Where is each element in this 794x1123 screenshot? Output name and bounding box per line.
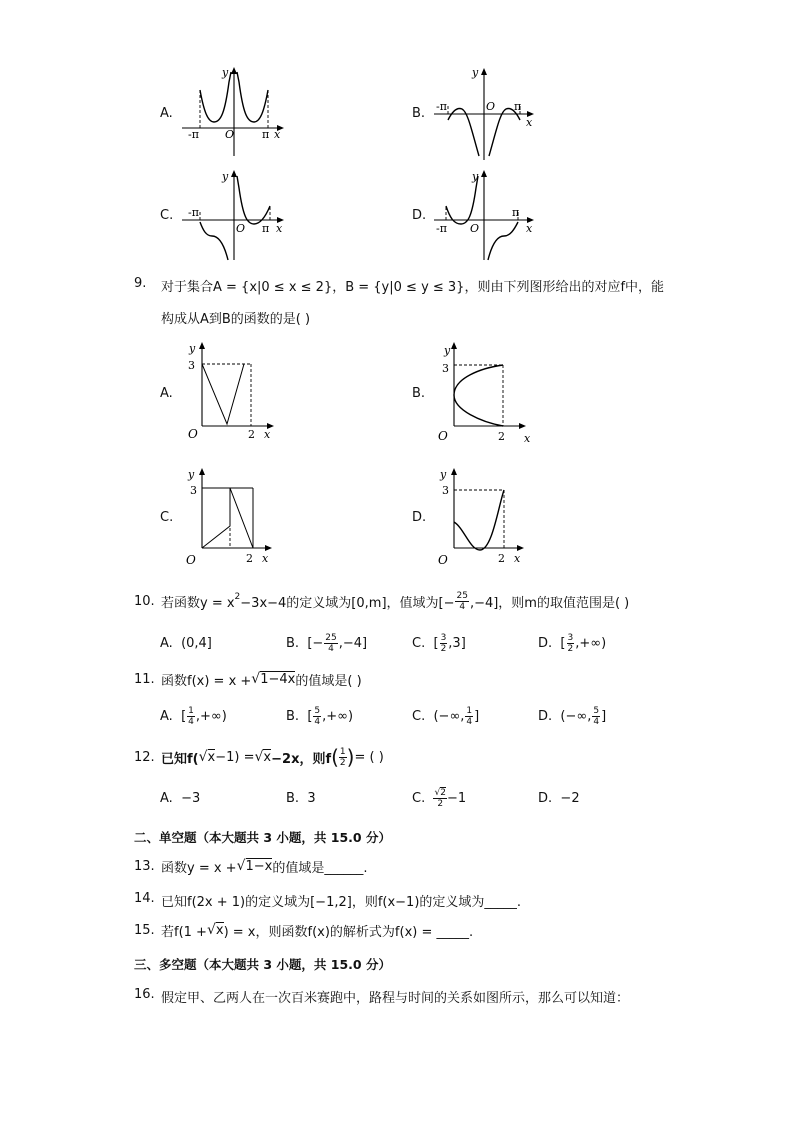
choice-value: ,3]	[448, 635, 466, 651]
spacer	[299, 709, 307, 724]
choice-label: B.	[286, 791, 300, 806]
fraction	[592, 706, 600, 727]
choice-label: A.	[160, 635, 173, 651]
x-axis-arrow	[517, 545, 524, 551]
question-number: 9.	[134, 276, 147, 291]
question-number: 12.	[134, 750, 155, 765]
q8-option-d-label: D.	[412, 208, 427, 223]
radicand: x	[215, 923, 224, 938]
choice-value: ,+∞)	[575, 635, 607, 651]
y-label: y	[440, 468, 447, 481]
origin-label: O	[188, 427, 198, 441]
choice-label: A.	[160, 791, 173, 806]
numerator: 25	[325, 632, 337, 643]
choice-label: C.	[412, 635, 426, 651]
choice[interactable]	[160, 630, 212, 656]
section-heading: 二、单空题（本大题共 3 小题，共 15.0 分）	[134, 830, 391, 845]
sqrt-sign: √	[251, 671, 261, 687]
q9-graph-c	[184, 464, 280, 570]
x-label: x	[514, 552, 521, 565]
fraction	[567, 633, 575, 654]
origin-label: O	[438, 429, 448, 443]
fraction	[187, 706, 195, 727]
pi-label: π	[514, 100, 522, 113]
choice-label: A.	[160, 708, 173, 724]
y-label: y	[472, 170, 479, 183]
choice-value: ]	[601, 708, 607, 724]
sqrt-sign: √	[198, 749, 208, 765]
spacer	[552, 709, 560, 724]
choice-value: (0,4]	[181, 635, 212, 651]
denominator: 2	[437, 798, 444, 809]
curve-left	[200, 222, 228, 260]
question-text	[161, 588, 629, 614]
stem-part: ,−4]，则m的取值范围是( )	[469, 595, 630, 611]
paren-open: (	[331, 745, 339, 769]
q8-option-a-label: A.	[160, 106, 173, 121]
denominator: 4	[459, 601, 466, 612]
fraction	[339, 747, 347, 768]
question-text: 对于集合A = {x|0 ≤ x ≤ 2}，B = {y|0 ≤ y ≤ 3}，则由下列图形给出的对应f中，能	[161, 280, 665, 295]
numerator: 5	[593, 705, 600, 716]
choice-value: ,+∞)	[322, 708, 354, 724]
denominator: 2	[339, 757, 346, 768]
choice-value: −1	[446, 790, 467, 806]
stem-part: −2x，则f	[271, 751, 332, 767]
neg-pi-label: -π	[436, 100, 447, 113]
pi-label: π	[262, 222, 270, 235]
y-axis-arrow	[481, 68, 487, 75]
choice-value: [−	[307, 635, 324, 651]
x-tick-label: 2	[248, 428, 255, 441]
graph-line	[202, 488, 253, 548]
question-text: 假定甲、乙两人在一次百米赛跑中，路程与时间的关系如图所示，那么可以知道：	[161, 991, 630, 1006]
y-tick-label: 3	[188, 359, 195, 372]
origin-label: O	[438, 553, 448, 567]
pi-label: π	[262, 128, 270, 141]
choice-value: −3	[181, 791, 201, 806]
choice-value: ]	[474, 708, 480, 724]
question-text	[161, 742, 384, 772]
y-axis-arrow	[199, 468, 205, 475]
fraction	[433, 788, 446, 809]
denominator: 4	[328, 643, 334, 654]
radicand: 1−4x	[260, 672, 296, 687]
radicand: 2	[440, 787, 446, 798]
spacer	[425, 636, 433, 651]
stem-part: ) = x，则函数f(x)的解析式为f(x) = _____.	[223, 924, 474, 940]
q9-option-a-label: A.	[160, 386, 173, 401]
question-text	[161, 919, 473, 941]
question-text	[161, 668, 362, 690]
neg-pi-label: -π	[188, 128, 199, 141]
y-tick-label: 3	[190, 484, 197, 497]
choice-value: (−∞,	[433, 708, 465, 724]
choice-value: [	[560, 635, 566, 651]
denominator: 4	[188, 716, 194, 727]
denominator: 4	[314, 716, 321, 727]
curve-right	[237, 72, 268, 122]
spacer	[425, 709, 433, 724]
choice[interactable]	[412, 703, 479, 729]
origin-label: O	[236, 222, 246, 235]
denominator: 4	[466, 716, 473, 727]
question-number: 10.	[134, 594, 155, 609]
q8-graph-a	[180, 62, 290, 158]
stem-part: 函数y = x +	[161, 860, 237, 876]
question-number: 14.	[134, 891, 155, 906]
y-axis-arrow	[451, 342, 457, 349]
x-tick-label: 2	[498, 552, 505, 565]
choice[interactable]	[412, 630, 466, 656]
choice[interactable]	[286, 791, 316, 806]
section-heading: 三、多空题（本大题共 3 小题，共 15.0 分）	[134, 957, 391, 972]
spacer	[173, 709, 181, 724]
y-axis-arrow	[231, 170, 237, 177]
origin-label: O	[470, 222, 480, 235]
stem-part: −3x−4的定义域为[0,m]，值域为[−	[240, 595, 455, 611]
question-number: 13.	[134, 859, 155, 874]
x-axis-arrow	[519, 423, 526, 429]
graph-line	[202, 364, 244, 424]
numerator: 1	[188, 705, 194, 716]
x-label: x	[262, 552, 269, 565]
fraction	[465, 706, 473, 727]
choice[interactable]	[286, 703, 353, 729]
origin-label: O	[225, 128, 235, 141]
choice-value: ,+∞)	[195, 708, 227, 724]
graph-curve	[454, 490, 504, 550]
choice[interactable]	[412, 784, 466, 812]
q9-graph-a	[184, 338, 280, 444]
y-tick-label: 3	[442, 484, 449, 497]
sqrt-sign: √	[206, 922, 216, 938]
choice-label: C.	[412, 708, 426, 724]
stem-part: −1) =	[215, 749, 255, 765]
q9-option-b-label: B.	[412, 386, 426, 401]
neg-pi-label: -π	[188, 206, 199, 219]
denominator: 2	[440, 643, 447, 654]
choice-value: ,−4]	[338, 635, 368, 651]
y-axis-arrow	[481, 170, 487, 177]
fraction	[440, 633, 448, 654]
q9-option-d-label: D.	[412, 510, 427, 525]
curve-left	[448, 109, 479, 156]
question-text	[161, 855, 368, 877]
q8-graph-d	[432, 166, 542, 262]
pi-label: π	[512, 206, 520, 219]
choice-value: [	[307, 708, 313, 724]
q8-graph-c	[180, 166, 290, 262]
origin-label: O	[186, 553, 196, 567]
choice-value: 3	[307, 791, 316, 806]
x-label: x	[524, 432, 531, 445]
radicand: x	[207, 750, 216, 765]
choice[interactable]	[538, 630, 606, 656]
x-label: x	[274, 128, 281, 141]
choice[interactable]	[286, 630, 367, 656]
question-text: 已知f(2x + 1)的定义域为[−1,2]，则f(x−1)的定义域为_____.	[161, 895, 522, 910]
y-axis-arrow	[451, 468, 457, 475]
radicand: x	[263, 750, 272, 765]
q8-option-b-label: B.	[412, 106, 426, 121]
y-label: y	[222, 66, 229, 79]
choice[interactable]	[538, 791, 580, 806]
graph-curve	[454, 365, 503, 426]
stem-part: 若函数y = x	[161, 595, 235, 611]
choice-label: D.	[538, 708, 553, 724]
q8-option-c-label: C.	[160, 208, 174, 223]
x-tick-label: 2	[246, 552, 253, 565]
numerator: 1	[339, 746, 346, 757]
sqrt-sign: √	[254, 749, 264, 765]
sqrt-sign: √	[236, 858, 246, 874]
stem-part: = ( )	[354, 749, 384, 765]
x-label: x	[276, 222, 283, 235]
fraction	[324, 633, 337, 654]
y-label: y	[188, 468, 195, 481]
spacer	[173, 636, 181, 651]
curve-right	[488, 222, 518, 260]
neg-pi-label: -π	[436, 222, 447, 235]
origin-label: O	[486, 100, 496, 113]
choice-value: [	[181, 708, 187, 724]
choice-label: B.	[286, 708, 300, 724]
curve-right	[489, 109, 520, 156]
x-label: x	[264, 428, 271, 441]
curve-left	[200, 72, 231, 122]
y-axis-arrow	[199, 342, 205, 349]
stem-part: 函数f(x) = x +	[161, 673, 252, 689]
y-axis-arrow	[231, 67, 237, 74]
stem-part: 的值域是( )	[295, 673, 362, 689]
y-label: y	[472, 66, 479, 79]
q9-graph-d	[436, 464, 536, 570]
choice[interactable]	[160, 791, 200, 806]
stem-part: 的值域是______.	[272, 860, 368, 876]
numerator: 25	[456, 590, 468, 601]
choice-value: −2	[560, 791, 580, 806]
x-label: x	[526, 116, 533, 129]
choice-label: C.	[412, 790, 426, 806]
y-tick-label: 3	[442, 362, 449, 375]
radicand: 1−x	[245, 859, 273, 874]
choice-label: D.	[538, 791, 553, 806]
question-number: 15.	[134, 923, 155, 938]
stem-part: 已知f(	[161, 751, 199, 767]
y-label: y	[444, 344, 451, 357]
denominator: 4	[593, 716, 600, 727]
numerator: 3	[440, 632, 447, 643]
q9-graph-b	[436, 338, 536, 448]
numerator: √2	[434, 787, 446, 798]
choice-value: (−∞,	[560, 708, 592, 724]
choice-value: [	[433, 635, 439, 651]
question-text: 构成从A到B的函数的是( )	[161, 312, 311, 327]
numerator: 5	[314, 705, 321, 716]
fraction	[313, 706, 321, 727]
exponent: 2	[234, 592, 241, 602]
y-label: y	[222, 170, 229, 183]
denominator: 2	[567, 643, 574, 654]
spacer	[299, 636, 307, 651]
choice[interactable]	[160, 703, 227, 729]
paren-close: )	[346, 745, 355, 769]
curve-left	[446, 176, 478, 224]
x-tick-label: 2	[498, 430, 505, 443]
q8-graph-b	[432, 62, 542, 162]
question-number: 16.	[134, 987, 155, 1002]
question-number: 11.	[134, 672, 155, 687]
spacer	[552, 636, 560, 651]
numerator: 3	[567, 632, 574, 643]
curve-right	[237, 176, 270, 224]
choice-label: B.	[286, 635, 300, 651]
stem-part: 若f(1 +	[161, 924, 207, 940]
q9-option-c-label: C.	[160, 510, 174, 525]
x-axis-arrow	[265, 545, 272, 551]
y-label: y	[189, 342, 196, 355]
fraction	[455, 591, 468, 612]
numerator: 1	[466, 705, 473, 716]
x-label: x	[526, 222, 533, 235]
choice-label: D.	[538, 635, 553, 651]
choice[interactable]	[538, 703, 606, 729]
